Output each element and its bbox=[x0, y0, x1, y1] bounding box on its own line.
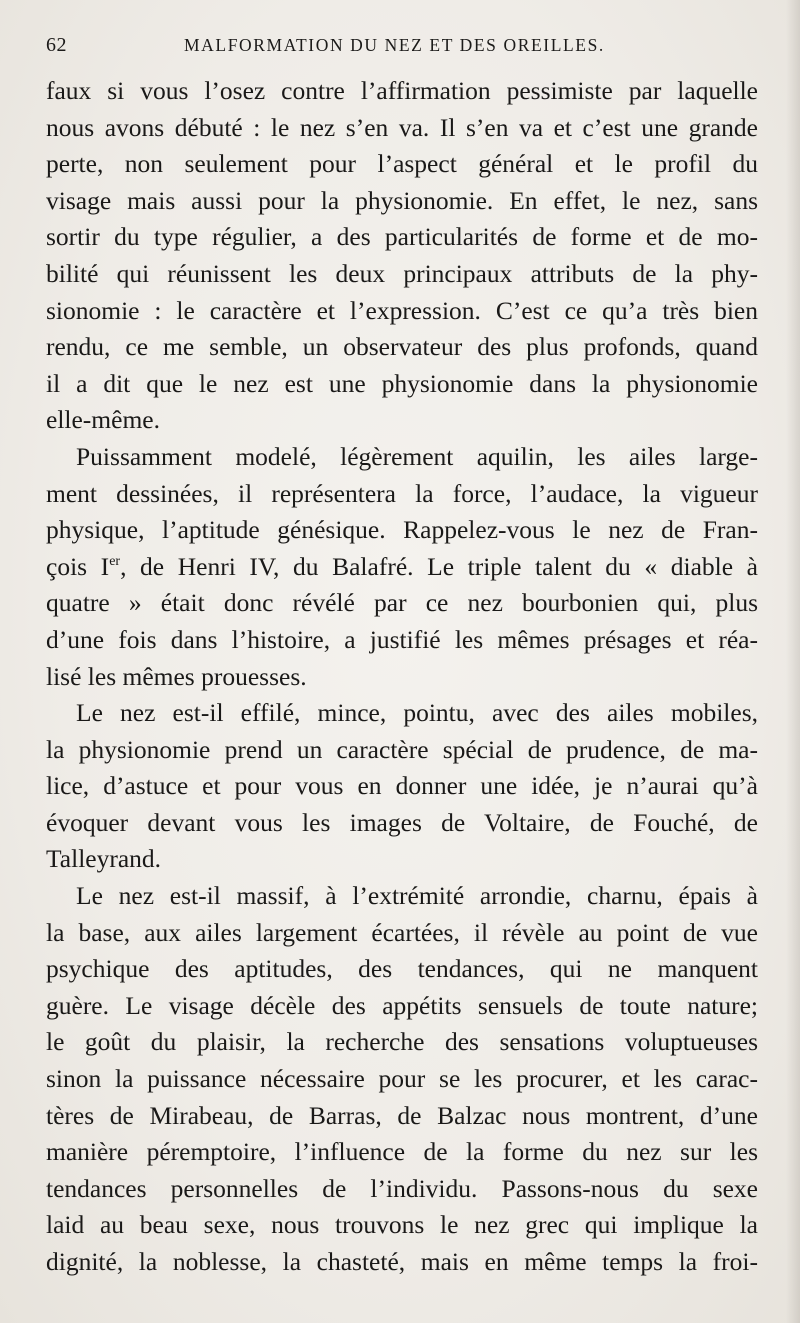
text-line: guère. Le visage décèle des appétits sensuels de toute nature; bbox=[46, 990, 758, 1020]
text-line: évoquer devant vous les images de Voltaire, de Fouché, de bbox=[46, 807, 758, 837]
page-edge-shadow bbox=[786, 0, 800, 1323]
text-line: lisé les mêmes prouesses. bbox=[46, 661, 307, 691]
text-line: Le nez est-il massif, à l’extrémité arrondie, charnu, épais à bbox=[76, 881, 758, 911]
text-line: sionomie : le caractère et l’expression. C’est ce qu’a très bien bbox=[46, 295, 758, 325]
text-line: la base, aux ailes largement écartées, il révèle au point de vue bbox=[46, 917, 758, 947]
text-line: lice, d’astuce et pour vous en donner une idée, je n’aurai qu’à bbox=[46, 771, 758, 801]
text-line: la physionomie prend un caractère spécial de prudence, de ma- bbox=[46, 734, 758, 764]
text-line: dignité, la noblesse, la chasteté, mais en même temps la froi- bbox=[46, 1247, 758, 1276]
text-line: sortir du type régulier, a des particularités de forme et de mo- bbox=[46, 222, 758, 252]
text-segment: çois I bbox=[46, 551, 110, 581]
text-line: rendu, ce me semble, un observateur des plus profonds, quand bbox=[46, 332, 758, 362]
text-line: manière péremptoire, l’influence de la forme du nez sur les bbox=[46, 1137, 758, 1167]
text-line: laid au beau sexe, nous trouvons le nez grec qui implique la bbox=[46, 1210, 758, 1240]
body-text bbox=[46, 73, 758, 1281]
text-line: quatre » était donc révélé par ce nez bourbonien qui, plus bbox=[46, 588, 758, 618]
paragraph bbox=[46, 73, 758, 439]
text-line: il a dit que le nez est une physionomie dans la physionomie bbox=[46, 368, 758, 398]
text-line bbox=[46, 549, 758, 586]
text-line: Le nez est-il effilé, mince, pointu, avec des ailes mobiles, bbox=[76, 698, 758, 728]
text-line: Talleyrand. bbox=[46, 844, 162, 874]
text-line: sinon la puissance nécessaire pour se les procurer, et les carac- bbox=[46, 1064, 758, 1094]
superscript: er bbox=[109, 553, 121, 569]
text-line: physique, l’aptitude génésique. Rappelez-vous le nez de Fran- bbox=[46, 515, 758, 545]
text-line: ment dessinées, il représentera la force, l’audace, la vigueur bbox=[46, 478, 758, 508]
text-line: tères de Mirabeau, de Barras, de Balzac nous montrent, d’une bbox=[46, 1100, 758, 1130]
text-line: le goût du plaisir, la recherche des sensations voluptueuses bbox=[46, 1027, 758, 1057]
text-line: d’une fois dans l’histoire, a justifié les mêmes présages et réa- bbox=[46, 624, 758, 654]
text-line: bilité qui réunissent les deux principaux attributs de la phy- bbox=[46, 258, 758, 288]
paragraph bbox=[46, 878, 758, 1281]
paragraph bbox=[46, 439, 758, 695]
text-line: visage mais aussi pour la physionomie. En effet, le nez, sans bbox=[46, 185, 758, 215]
text-segment: , de Henri IV, du Balafré. Le triple talent du « diable à bbox=[120, 551, 758, 581]
text-line: nous avons débuté : le nez s’en va. Il s’en va et c’est une grande bbox=[46, 112, 758, 142]
text-line: tendances personnelles de l’individu. Passons-nous du sexe bbox=[46, 1173, 758, 1203]
running-header bbox=[46, 34, 756, 64]
page-number: 62 bbox=[46, 34, 67, 56]
text-line: Puissamment modelé, légèrement aquilin, les ailes large- bbox=[76, 441, 758, 471]
text-line: elle-même. bbox=[46, 405, 160, 435]
text-line: perte, non seulement pour l’aspect général et le profil du bbox=[46, 149, 758, 179]
text-line: faux si vous l’osez contre l’affirmation pessimiste par laquelle bbox=[46, 76, 758, 105]
paragraph bbox=[46, 695, 758, 878]
text-line: psychique des aptitudes, des tendances, qui ne manquent bbox=[46, 954, 758, 984]
running-title: MALFORMATION DU NEZ ET DES OREILLES. bbox=[184, 35, 605, 55]
